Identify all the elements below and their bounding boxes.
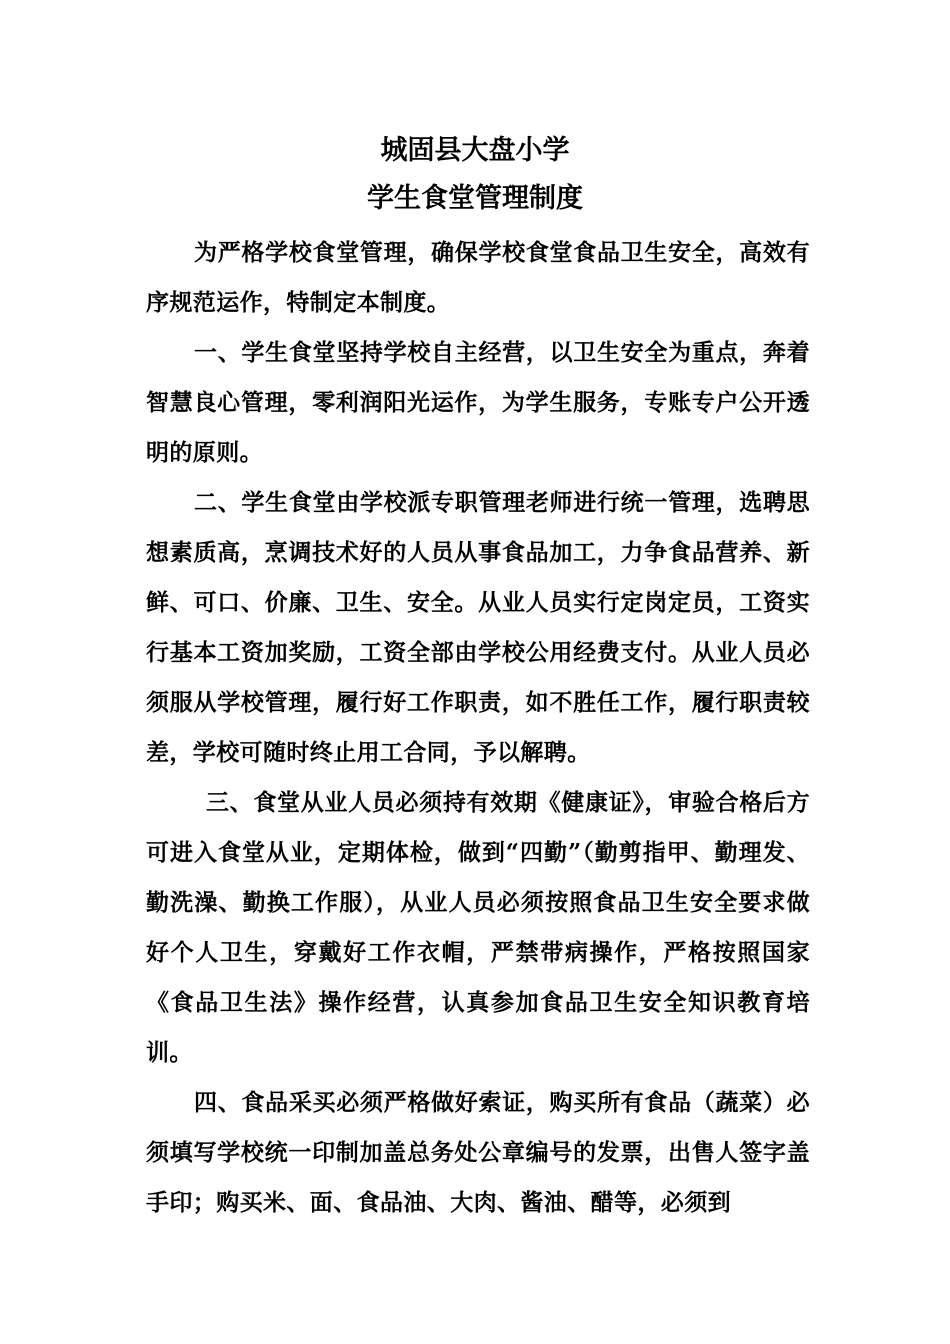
paragraph-section-3: 三、食堂从业人员必须持有效期《健康证》，审验合格后方可进入食堂从业，定期体检，做到“四勤”（勤剪指甲、勤理发、勤洗澡、勤换工作服），从业人员必须按照食品卫生安全要求做好个人卫生，穿戴好工作衣帽，严禁带病操作，严格按照国家《食品卫生法》操作经营，认真参加食品卫生安全知识教育培训。	[146, 789, 810, 1066]
school-name-heading: 城固县大盘小学	[380, 135, 570, 166]
document-body	[146, 228, 810, 1228]
paragraph-intro: 为严格学校食堂管理，确保学校食堂食品卫生安全，高效有序规范运作，特制定本制度。	[146, 239, 810, 316]
paragraph-section-4: 四、食品采买必须严格做好索证，购买所有食品（蔬菜）必须填写学校统一印制加盖总务处公章编号的发票，出售人签字盖手印；购买米、面、食品油、大肉、酱油、醋等，必须到	[146, 1089, 810, 1216]
paragraph-section-2: 二、学生食堂由学校派专职管理老师进行统一管理，选聘思想素质高，烹调技术好的人员从事食品加工，力争食品营养、新鲜、可口、价廉、卫生、安全。从业人员实行定岗定员，工资实行基本工资加奖励，工资全部由学校公用经费支付。从业人员必须服从学校管理，履行好工作职责，如不胜任工作，履行职责较差，学校可随时终止用工合同，予以解聘。	[146, 489, 810, 766]
document-title: 学生食堂管理制度	[367, 183, 583, 214]
paragraph-section-1: 一、学生食堂坚持学校自主经营，以卫生安全为重点，奔着智慧良心管理，零利润阳光运作，为学生服务，专账专户公开透明的原则。	[146, 339, 810, 466]
